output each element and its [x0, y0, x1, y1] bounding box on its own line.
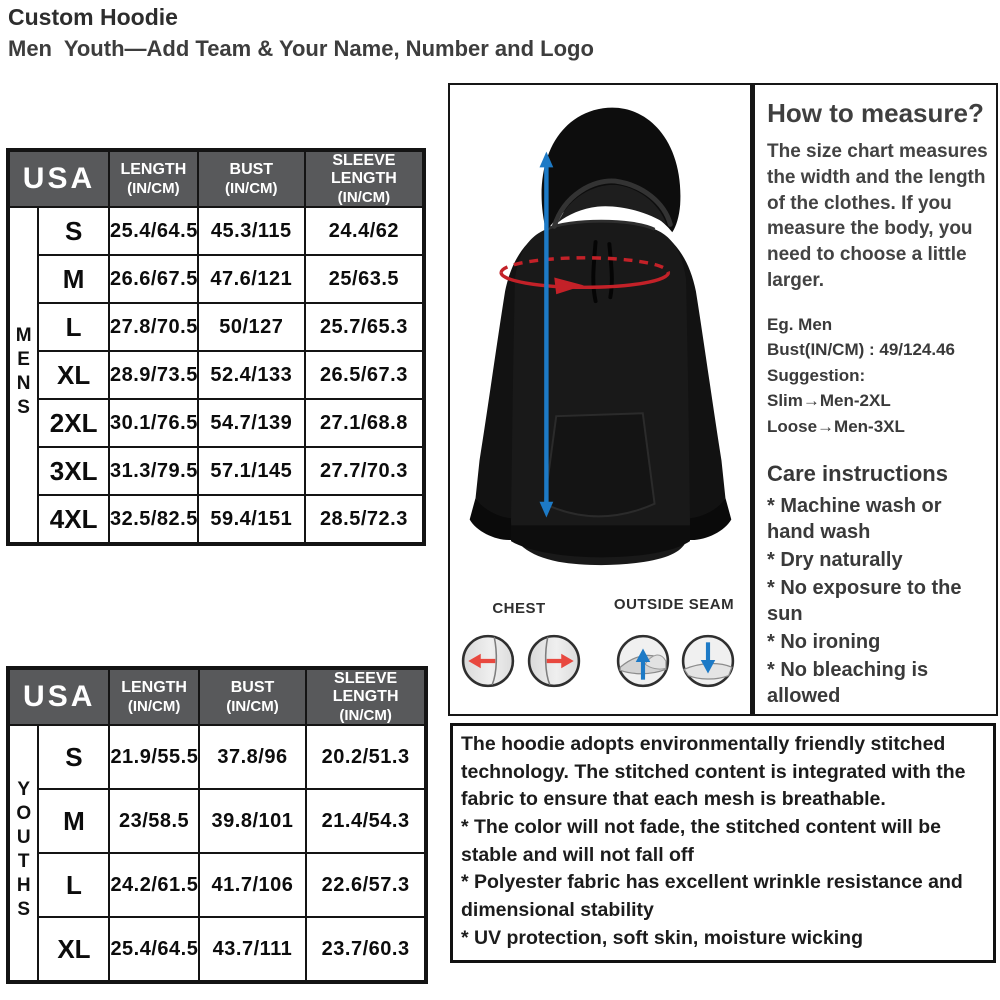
youth-sleeve-header: SLEEVE LENGTH (IN/CM) [306, 668, 426, 725]
outside-seam-label: OUTSIDE SEAM [613, 596, 735, 613]
sleeve-cell: 27.1/68.8 [305, 399, 424, 447]
size-cell: L [38, 303, 109, 351]
sleeve-cell: 26.5/67.3 [305, 351, 424, 399]
mens-bust-header: BUST (IN/CM) [198, 150, 305, 207]
table-row [8, 303, 424, 351]
page-title: Custom Hoodie [8, 4, 178, 30]
size-cell: M [38, 255, 109, 303]
description-line: * The color will not fade, the stitched content will be stable and will not fall off [461, 816, 941, 866]
bust-cell: 50/127 [198, 303, 305, 351]
bust-cell: 43.7/111 [199, 917, 307, 982]
measure-guide-text: The size chart measures the width and the length of the clothes. If you measure the body, you need to choose a little larger. [767, 141, 988, 292]
mens-sleeve-header: SLEEVE LENGTH (IN/CM) [305, 150, 424, 207]
table-row [8, 725, 426, 789]
bust-cell: 37.8/96 [199, 725, 307, 789]
care-instructions-list [767, 493, 988, 709]
mens-length-header: LENGTH (IN/CM) [109, 150, 198, 207]
table-row [8, 399, 424, 447]
example-line: Slim→Men-2XL [767, 391, 891, 411]
care-line: * No bleaching is allowed [767, 659, 929, 708]
description-line: * Polyester fabric has excellent wrinkle resistance and dimensional stability [461, 871, 963, 922]
bust-cell: 47.6/121 [198, 255, 305, 303]
youth-size-table [6, 666, 428, 984]
length-cell: 32.5/82.5 [109, 495, 198, 544]
table-row [8, 917, 426, 982]
length-cell: 25.4/64.5 [109, 917, 198, 982]
outside-seam-down-icon [680, 633, 736, 689]
example-line: Loose→Men-3XL [767, 416, 905, 436]
length-cell: 24.2/61.5 [109, 853, 198, 917]
care-line: * Dry naturally [767, 549, 903, 572]
size-cell: L [38, 853, 109, 917]
measure-guide-panel [752, 83, 998, 716]
youth-group-label: YOUTHS [8, 725, 38, 982]
sleeve-cell: 23.7/60.3 [306, 917, 426, 982]
description-line: The hoodie adopts environmentally friendly stitched technology. The stitched content is integrated with the fabric to ensure that each mesh is breathable. [461, 733, 966, 811]
bust-cell: 39.8/101 [199, 789, 307, 853]
chest-measure-left-icon [460, 633, 516, 689]
table-row [8, 447, 424, 495]
bust-cell: 45.3/115 [198, 207, 305, 255]
table-row [8, 495, 424, 544]
length-cell: 21.9/55.5 [109, 725, 198, 789]
size-cell: 2XL [38, 399, 109, 447]
bust-cell: 54.7/139 [198, 399, 305, 447]
size-cell: 3XL [38, 447, 109, 495]
example-line: Suggestion: [767, 365, 866, 385]
sleeve-cell: 22.6/57.3 [306, 853, 426, 917]
mens-group-label: MENS [8, 207, 38, 544]
care-instructions-heading: Care instructions [767, 461, 948, 487]
how-to-measure-heading: How to measure? [767, 98, 984, 128]
table-row [8, 255, 424, 303]
length-cell: 25.4/64.5 [109, 207, 198, 255]
length-cell: 26.6/67.5 [109, 255, 198, 303]
example-line: Eg. Men [767, 314, 833, 334]
size-cell: 4XL [38, 495, 109, 544]
sleeve-cell: 21.4/54.3 [306, 789, 426, 853]
table-row [8, 853, 426, 917]
care-line: * No ironing [767, 631, 881, 654]
size-cell: XL [38, 351, 109, 399]
sleeve-cell: 27.7/70.3 [305, 447, 424, 495]
size-cell: S [38, 725, 109, 789]
youth-length-header: LENGTH (IN/CM) [109, 668, 198, 725]
length-cell: 28.9/73.5 [109, 351, 198, 399]
description-line: * UV protection, soft skin, moisture wicking [461, 926, 863, 949]
hoodie-measure-panel [448, 83, 752, 716]
sleeve-cell: 28.5/72.3 [305, 495, 424, 544]
length-cell: 30.1/76.5 [109, 399, 198, 447]
table-row [8, 789, 426, 853]
hoodie-illustration [450, 85, 750, 590]
description-panel [450, 723, 996, 963]
example-line: Bust(IN/CM) : 49/124.46 [767, 340, 955, 360]
sleeve-cell: 20.2/51.3 [306, 725, 426, 789]
sleeve-cell: 25.7/65.3 [305, 303, 424, 351]
chest-measure-right-icon [526, 633, 582, 689]
size-cell: XL [38, 917, 109, 982]
length-cell: 31.3/79.5 [109, 447, 198, 495]
size-suggestion-block [767, 312, 988, 440]
page-subtitle: Men Youth—Add Team & Your Name, Number and Logo [8, 36, 594, 61]
care-line: * No exposure to the sun [767, 577, 962, 626]
bust-cell: 52.4/133 [198, 351, 305, 399]
length-cell: 27.8/70.5 [109, 303, 198, 351]
size-cell: M [38, 789, 109, 853]
youth-bust-header: BUST (IN/CM) [199, 668, 307, 725]
mens-size-table [6, 148, 426, 546]
size-cell: S [38, 207, 109, 255]
table-row [8, 207, 424, 255]
table-row [8, 351, 424, 399]
chest-label: CHEST [492, 600, 546, 617]
sleeve-cell: 25/63.5 [305, 255, 424, 303]
mens-usa-header: USA [8, 150, 109, 207]
length-cell: 23/58.5 [109, 789, 198, 853]
bust-cell: 59.4/151 [198, 495, 305, 544]
youth-usa-header: USA [8, 668, 109, 725]
sleeve-cell: 24.4/62 [305, 207, 424, 255]
bust-cell: 57.1/145 [198, 447, 305, 495]
care-line: * Machine wash or hand wash [767, 495, 942, 544]
outside-seam-up-icon [615, 633, 671, 689]
bust-cell: 41.7/106 [199, 853, 307, 917]
